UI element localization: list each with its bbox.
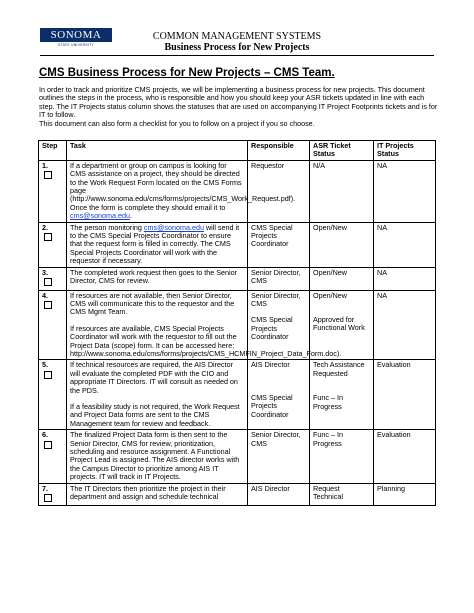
table-row — [39, 267, 436, 290]
task-cell — [67, 222, 248, 267]
it-status-cell: Evaluation — [374, 360, 436, 430]
task-text-2: If resources are available, CMS Special Projects Coordinator will work with the requestor to fill out the Project Data (scope) form. It can be accessed here: http://www.sonoma.edu/cms/forms/projects/CMS_HCMFIN_Project_Data_Form.doc). — [70, 323, 342, 358]
col-header-task: Task — [67, 141, 248, 161]
table-header-row — [39, 141, 436, 161]
header-line-1: COMMON MANAGEMENT SYSTEMS — [152, 31, 322, 42]
step-number: 4. — [42, 290, 48, 300]
task-text: The person monitoring — [70, 222, 144, 232]
step-number: 5. — [42, 360, 48, 370]
intro — [39, 86, 439, 128]
asr-status-1: Tech Assistance Requested — [313, 360, 365, 378]
step-checkbox[interactable] — [44, 278, 52, 286]
intro-paragraph: In order to track and prioritize CMS projects, we will be implementing a business process for new projects. This document outlines the steps in the process, who is responsible and how you should keep your ASR tickets updated in line with each step. The IT Projects status column shows the statuses that are used on accompanying IT Project Footprints tickets and is for IT to follow. — [39, 85, 438, 120]
it-status-cell: NA — [374, 222, 436, 267]
responsible-1: AIS Director — [251, 360, 290, 370]
page-title: CMS Business Process for New Projects – CMS Team. — [39, 67, 335, 79]
asr-status-2: Func – In Progress — [313, 393, 343, 411]
col-header-it-status: IT Projects Status — [374, 141, 436, 161]
intro-paragraph-2: This document can also form a checklist for you to follow on a project if you so choose. — [39, 118, 315, 128]
col-header-responsible: Responsible — [248, 141, 310, 161]
process-table — [38, 140, 436, 506]
step-checkbox[interactable] — [44, 441, 52, 449]
task-cell: The completed work request then goes to the Senior Director, CMS for review. — [67, 267, 248, 290]
asr-status-2: Approved for Functional Work — [313, 314, 365, 333]
step-number: 6. — [42, 430, 48, 440]
table-row — [39, 290, 436, 360]
step-cell — [39, 222, 67, 267]
responsible-cell: Requestor — [248, 160, 310, 222]
responsible-cell: CMS Special Projects Coordinator — [248, 222, 310, 267]
task-cell — [67, 360, 248, 430]
logo-subtext: STATE UNIVERSITY — [58, 43, 94, 47]
step-checkbox[interactable] — [44, 233, 52, 241]
asr-status-1: Open/New — [313, 290, 347, 300]
table-row — [39, 430, 436, 483]
step-cell — [39, 430, 67, 483]
task-text-end: will send it to the CMS Special Projects Coordinator to ensure that the request form is filled in correctly. The CMS Special Projects Coordinator will work with the requestor if necessary. — [70, 222, 240, 266]
header-rule — [40, 55, 434, 56]
task-cell: The IT Directors then prioritize the project in their department and assign and schedule technical — [67, 483, 248, 506]
email-link[interactable]: cms@sonoma.edu — [143, 222, 204, 232]
table-row — [39, 360, 436, 430]
it-status-cell: Planning — [374, 483, 436, 506]
responsible-cell: Senior Director, CMS — [248, 430, 310, 483]
responsible-1: Senior Director, CMS — [251, 290, 301, 308]
task-text-end: . — [130, 211, 133, 221]
table-row — [39, 222, 436, 267]
responsible-cell: Senior Director, CMS — [248, 267, 310, 290]
task-text: If technical resources are required, the AIS Director will evaluate the completed PDF with the CIO and appropriate IT Directors. IT will consult as needed on the PDS. — [70, 360, 238, 395]
table-row — [39, 160, 436, 222]
asr-status-cell: Func – In Progress — [310, 430, 374, 483]
task-text: If resources are not available, then Senior Director, CMS will communicate this to the requestor and the CMS Mgmt Team. — [70, 290, 235, 317]
col-header-asr-status: ASR Ticket Status — [310, 141, 374, 161]
task-text-2: If a feasibility study is not required, the Work Request and Project Data forms are sent to the CMS Management team for review and feedback. — [70, 401, 240, 428]
it-status-cell: NA — [374, 267, 436, 290]
logo-wordmark: SONOMA — [40, 28, 112, 42]
step-cell — [39, 290, 67, 360]
header-line-2: Business Process for New Projects — [164, 42, 310, 53]
step-cell — [39, 360, 67, 430]
asr-status-cell: Open/New — [310, 267, 374, 290]
step-number: 3. — [42, 267, 48, 277]
step-checkbox[interactable] — [44, 301, 52, 309]
step-cell — [39, 160, 67, 222]
asr-status-cell — [310, 360, 374, 430]
step-number: 7. — [42, 483, 48, 493]
it-status-cell: Evaluation — [374, 430, 436, 483]
table-row — [39, 483, 436, 506]
step-number: 1. — [42, 160, 48, 170]
step-checkbox[interactable] — [44, 494, 52, 502]
task-text: If a department or group on campus is looking for CMS assistance on a project, they should be directed to the Work Request Form located on the CMS Forms page (http://www.sonoma.edu/cms/forms/projects/CMS_Work_Request.pdf). Once the form is complete they should email it to — [70, 160, 296, 212]
responsible-2: CMS Special Projects Coordinator — [251, 315, 293, 342]
it-status-cell: NA — [374, 160, 436, 222]
responsible-2: CMS Special Projects Coordinator — [251, 392, 293, 419]
asr-status-cell: N/A — [310, 160, 374, 222]
responsible-cell: AIS Director — [248, 483, 310, 506]
email-link[interactable]: cms@sonoma.edu — [70, 211, 131, 221]
responsible-cell — [248, 360, 310, 430]
asr-status-cell: Open/New — [310, 222, 374, 267]
asr-status-cell: Request Technical — [310, 483, 374, 506]
step-checkbox[interactable] — [44, 371, 52, 379]
step-number: 2. — [42, 222, 48, 232]
step-cell — [39, 483, 67, 506]
task-cell: The finalized Project Data form is then sent to the Senior Director, CMS for review, prioritization, scheduling and resource assignment. A Functional Project Lead is assigned. The AIS director works with the Campus Director to prioritize among AIS IT projects. IT will track in IT Projects. — [67, 430, 248, 483]
step-cell — [39, 267, 67, 290]
col-header-step: Step — [39, 141, 67, 161]
step-checkbox[interactable] — [44, 171, 52, 179]
it-status-cell: NA — [374, 290, 436, 360]
